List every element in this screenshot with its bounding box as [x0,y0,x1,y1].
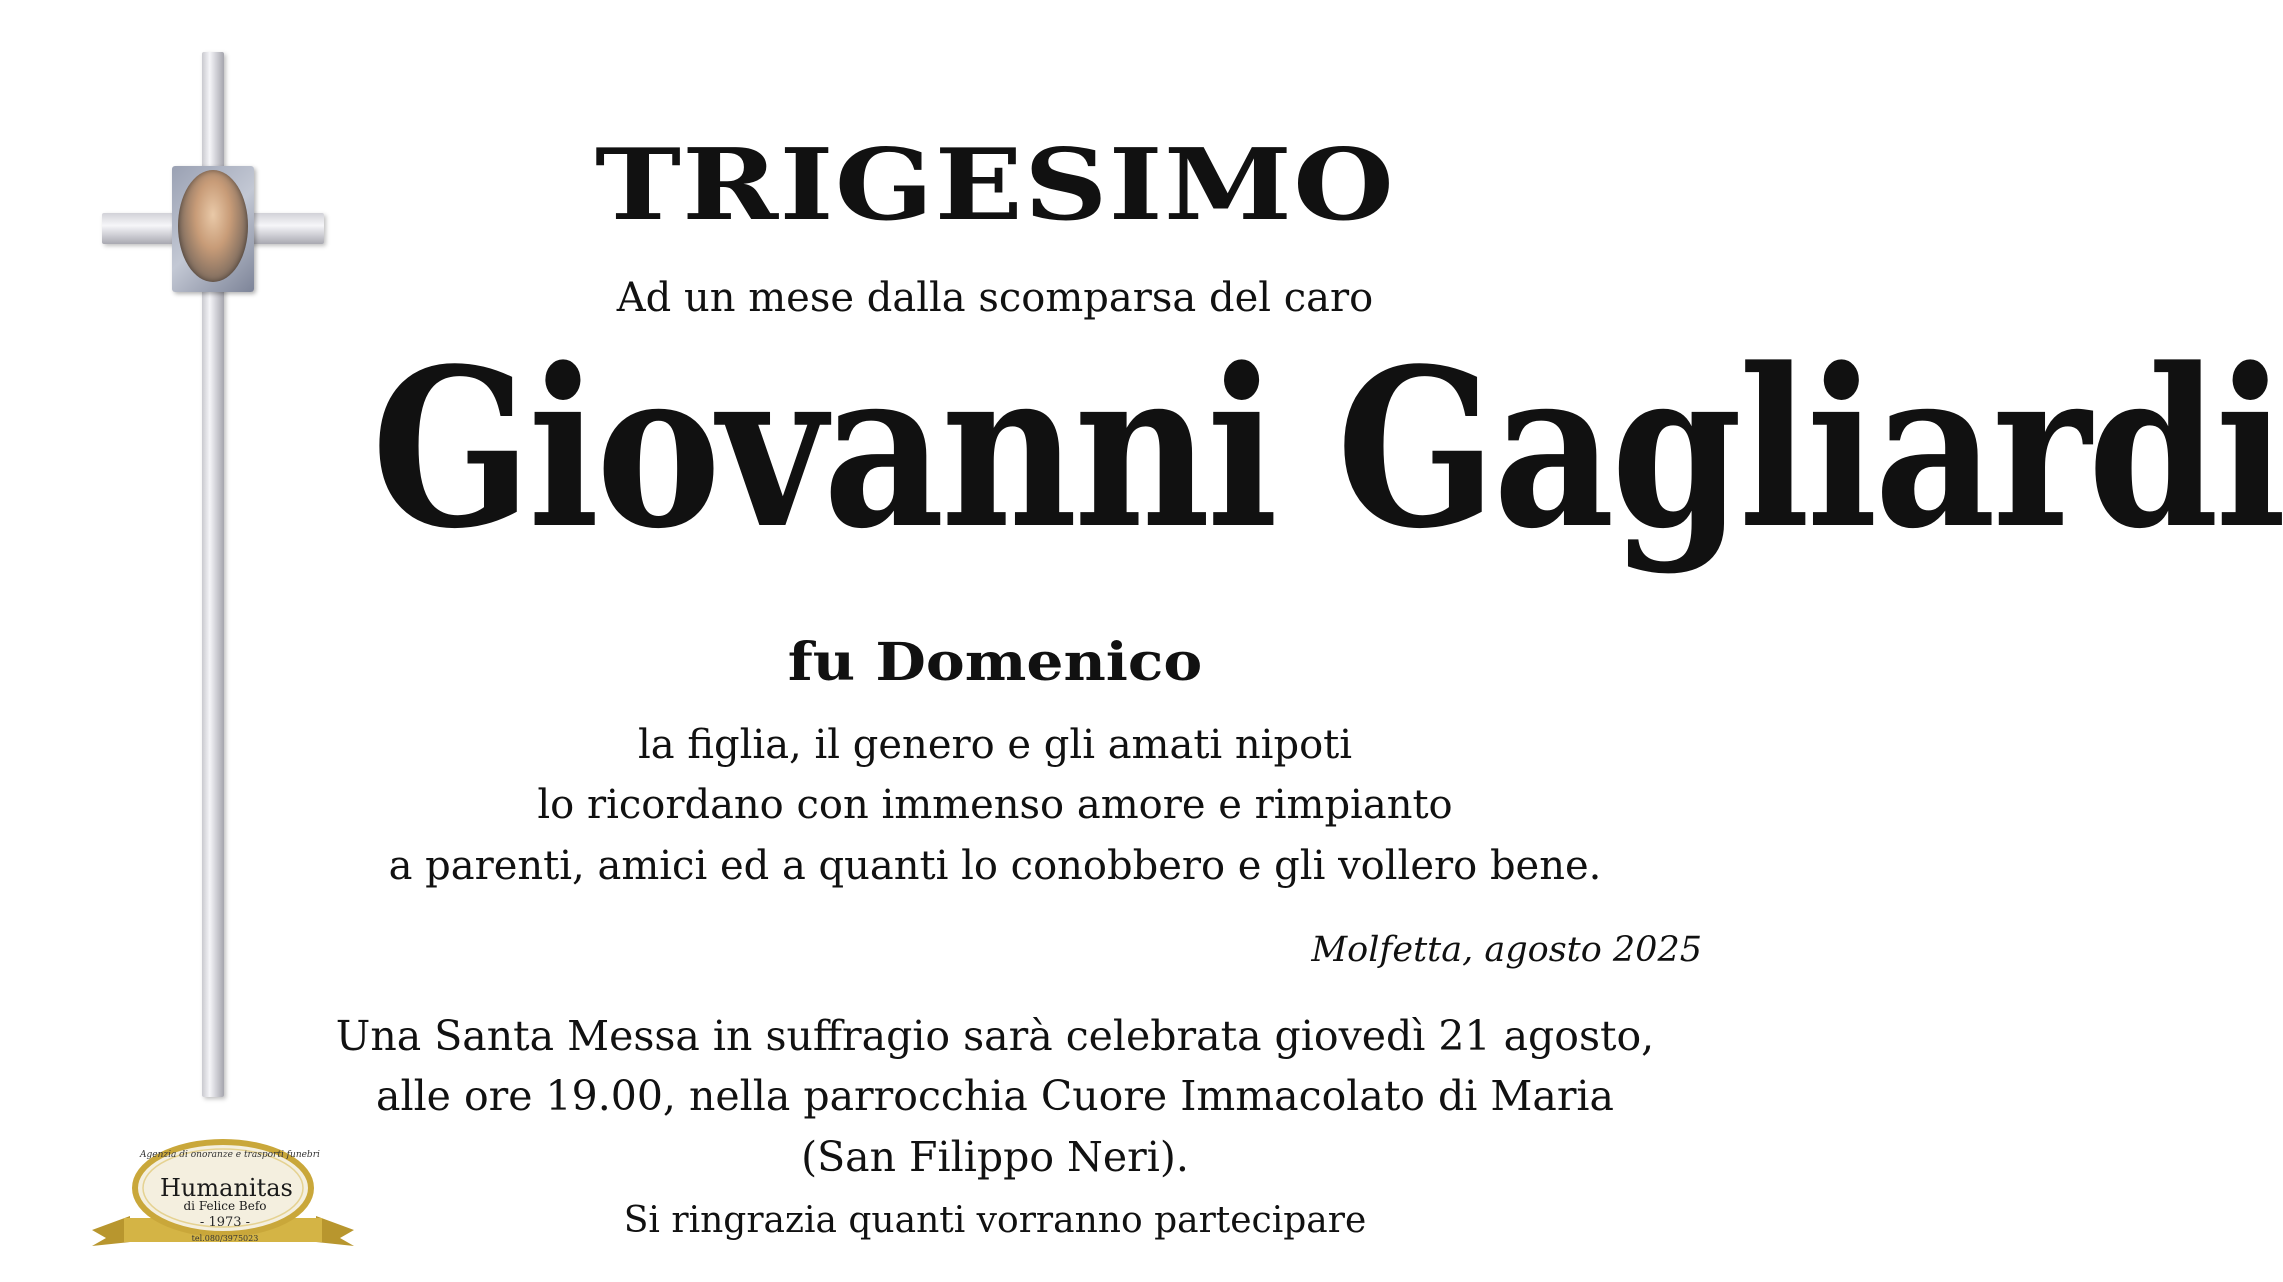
message-line: lo ricordano con immenso amore e rimpianto [537,782,1453,828]
logo-name: Humanitas [160,1174,293,1202]
logo-tagline: Agenzia di onoranze e trasporti funebri [140,1150,320,1160]
logo-year: - 1973 - [199,1215,251,1230]
mass-line: (San Filippo Neri). [801,1133,1189,1181]
message-line: a parenti, amici ed a quanti lo conobbero e gli vollero bene. [388,843,1602,889]
mass-line: Una Santa Messa in suffragio sarà celebrata giovedì 21 agosto, [335,1012,1655,1060]
logo-phone: tel.080/3975023 [191,1234,259,1243]
deceased-name: Giovanni Gagliardi [371,321,2283,577]
mass-line: alle ore 19.00, nella parrocchia Cuore Immacolato di Maria [376,1072,1614,1120]
thanks-text: Si ringrazia quanti vorranno partecipare [623,1200,1367,1241]
place-date: Molfetta, agosto 2025 [1311,930,1702,970]
notice-heading: TRIGESIMO [594,128,1396,243]
logo-subname: di Felice Befo [183,1199,267,1213]
intro-text: Ad un mese dalla scomparsa del caro [616,275,1374,321]
father-name: fu Domenico [787,632,1203,693]
message-line: la figlia, il genero e gli amati nipoti [637,722,1353,768]
